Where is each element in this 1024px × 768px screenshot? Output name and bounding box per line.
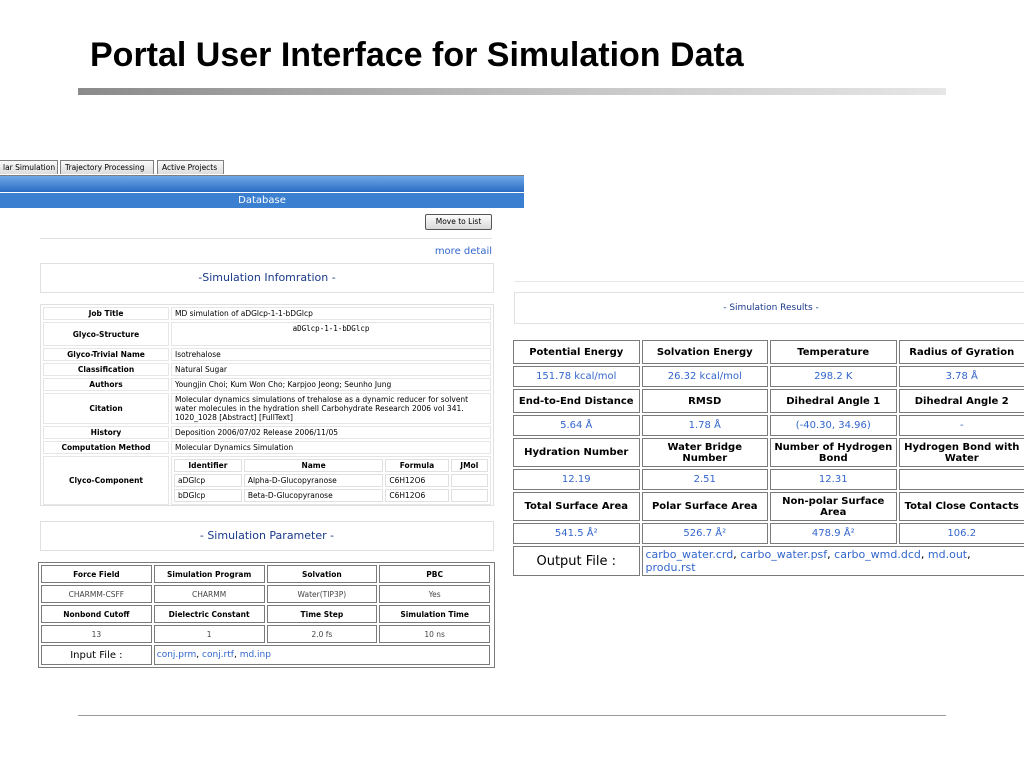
table-cell: 12.31 bbox=[770, 469, 897, 490]
results-table bbox=[511, 338, 1024, 578]
database-bar bbox=[0, 193, 524, 208]
parameter-table-box bbox=[38, 562, 495, 668]
column-header: Number of Hydrogen Bond bbox=[770, 438, 897, 467]
column-header: RMSD bbox=[642, 389, 769, 413]
column-header: Nonbond Cutoff bbox=[41, 605, 152, 623]
table-cell: 541.5 Å² bbox=[513, 523, 640, 544]
row-value: MD simulation of aDGlcp-1-1-bDGlcp bbox=[171, 307, 491, 320]
table-cell: Beta-D-Glucopyranose bbox=[244, 489, 384, 502]
table-cell: Yes bbox=[379, 585, 490, 603]
info-table bbox=[41, 305, 493, 507]
output-file-label: Output File : bbox=[513, 546, 640, 576]
column-header: Temperature bbox=[770, 340, 897, 364]
table-row bbox=[43, 393, 491, 424]
table-row bbox=[43, 307, 491, 320]
column-header: Identifier bbox=[174, 459, 242, 472]
input-file-link[interactable]: conj.prm bbox=[156, 650, 197, 660]
row-label: Classification bbox=[43, 363, 169, 376]
title-divider bbox=[78, 88, 946, 95]
row-value: aDGlcp-1-1-bDGlcp bbox=[171, 322, 491, 346]
column-header: PBC bbox=[379, 565, 490, 583]
column-header: End-to-End Distance bbox=[513, 389, 640, 413]
row-value: Deposition 2006/07/02 Release 2006/11/05 bbox=[171, 426, 491, 439]
table-cell: bDGlcp bbox=[174, 489, 242, 502]
table-cell: 1 bbox=[154, 625, 265, 643]
parameter-section-header bbox=[40, 521, 494, 551]
row-label: Job Title bbox=[43, 307, 169, 320]
table-cell: CHARMM bbox=[154, 585, 265, 603]
row-label: History bbox=[43, 426, 169, 439]
column-header: Solvation bbox=[267, 565, 378, 583]
input-file-label: Input File : bbox=[41, 645, 152, 665]
table-cell: 5.64 Å bbox=[513, 415, 640, 436]
output-file-link[interactable]: carbo_water.crd bbox=[645, 548, 734, 561]
table-cell: 13 bbox=[41, 625, 152, 643]
table-cell: C6H12O6 bbox=[385, 474, 448, 487]
table-cell: - bbox=[899, 415, 1024, 436]
table-row bbox=[43, 378, 491, 391]
table-cell bbox=[451, 474, 488, 487]
column-header: JMol bbox=[451, 459, 488, 472]
column-header: Simulation Time bbox=[379, 605, 490, 623]
parameter-table bbox=[39, 563, 492, 667]
parameter-section-title: - Simulation Parameter - bbox=[199, 529, 335, 542]
output-file-links: carbo_water.crd, carbo_water.psf, carbo_wmd.dcd, md.out, produ.rst bbox=[642, 546, 1024, 576]
table-cell: Alpha-D-Glucopyranose bbox=[244, 474, 384, 487]
table-cell: CHARMM-CSFF bbox=[41, 585, 152, 603]
table-row bbox=[43, 456, 491, 505]
output-file-link[interactable]: md.out bbox=[927, 548, 968, 561]
results-table-box bbox=[511, 338, 1024, 594]
column-header: Simulation Program bbox=[154, 565, 265, 583]
column-header: Potential Energy bbox=[513, 340, 640, 364]
output-file-link[interactable]: produ.rst bbox=[645, 561, 696, 574]
info-section-header bbox=[40, 263, 494, 293]
table-row bbox=[174, 474, 488, 487]
column-header: Name bbox=[244, 459, 384, 472]
row-label: Glyco-Structure bbox=[43, 322, 169, 346]
table-row bbox=[43, 426, 491, 439]
bottom-divider bbox=[78, 715, 946, 716]
column-header: Hydrogen Bond with Water bbox=[899, 438, 1024, 467]
table-row bbox=[43, 322, 491, 346]
table-cell: 526.7 Å² bbox=[642, 523, 769, 544]
tab-simulation[interactable]: lar Simulation bbox=[0, 160, 58, 174]
input-file-links: conj.prm, conj.rtf, md.inp bbox=[154, 645, 490, 665]
table-cell: 478.9 Å² bbox=[770, 523, 897, 544]
table-cell: 151.78 kcal/mol bbox=[513, 366, 640, 387]
component-table bbox=[172, 457, 490, 504]
column-header: Force Field bbox=[41, 565, 152, 583]
table-row bbox=[43, 363, 491, 376]
row-value: Youngjin Choi; Kum Won Cho; Karpjoo Jeong; Seunho Jung bbox=[171, 378, 491, 391]
header-band bbox=[0, 176, 524, 192]
results-section-header bbox=[514, 292, 1024, 324]
table-cell: 10 ns bbox=[379, 625, 490, 643]
row-value: Molecular Dynamics Simulation bbox=[171, 441, 491, 454]
table-cell: 2.51 bbox=[642, 469, 769, 490]
row-value: Isotrehalose bbox=[171, 348, 491, 361]
row-value: Natural Sugar bbox=[171, 363, 491, 376]
table-cell bbox=[899, 469, 1024, 490]
column-header: Polar Surface Area bbox=[642, 492, 769, 521]
table-cell: 26.32 kcal/mol bbox=[642, 366, 769, 387]
row-label: Authors bbox=[43, 378, 169, 391]
database-panel bbox=[0, 158, 524, 688]
column-header: Dihedral Angle 1 bbox=[770, 389, 897, 413]
tab-trajectory-processing[interactable]: Trajectory Processing bbox=[60, 160, 154, 174]
column-header: Hydration Number bbox=[513, 438, 640, 467]
table-cell: Water(TIP3P) bbox=[267, 585, 378, 603]
input-file-link[interactable]: conj.rtf bbox=[202, 650, 234, 660]
table-cell: aDGlcp bbox=[174, 474, 242, 487]
component-cell bbox=[171, 456, 491, 505]
info-table-box bbox=[40, 304, 494, 506]
column-header: Radius of Gyration bbox=[899, 340, 1024, 364]
table-cell: 298.2 K bbox=[770, 366, 897, 387]
output-file-link[interactable]: carbo_wmd.dcd bbox=[834, 548, 921, 561]
table-row bbox=[174, 489, 488, 502]
table-cell: 106.2 bbox=[899, 523, 1024, 544]
table-cell: 3.78 Å bbox=[899, 366, 1024, 387]
move-to-list-button[interactable]: Move to List bbox=[425, 214, 492, 230]
row-label: Clyco-Component bbox=[43, 456, 169, 505]
table-cell: C6H12O6 bbox=[385, 489, 448, 502]
table-cell: (-40.30, 34.96) bbox=[770, 415, 897, 436]
row-label: Glyco-Trivial Name bbox=[43, 348, 169, 361]
table-row bbox=[43, 348, 491, 361]
input-file-link[interactable]: md.inp bbox=[239, 650, 271, 660]
row-label: Computation Method bbox=[43, 441, 169, 454]
output-file-link[interactable]: carbo_water.psf bbox=[740, 548, 828, 561]
column-header: Solvation Energy bbox=[642, 340, 769, 364]
more-detail-link[interactable]: more detail bbox=[434, 246, 492, 257]
info-section-title: -Simulation Infomration - bbox=[198, 271, 336, 284]
database-title: Database bbox=[238, 195, 286, 206]
divider bbox=[40, 238, 492, 239]
results-section-title: - Simulation Results - bbox=[723, 303, 819, 313]
column-header: Time Step bbox=[267, 605, 378, 623]
table-cell bbox=[451, 489, 488, 502]
table-cell: 2.0 fs bbox=[267, 625, 378, 643]
column-header: Total Close Contacts bbox=[899, 492, 1024, 521]
slide-title: Portal User Interface for Simulation Data bbox=[90, 36, 744, 74]
column-header: Water Bridge Number bbox=[642, 438, 769, 467]
tab-active-projects[interactable]: Active Projects bbox=[157, 160, 224, 174]
column-header: Non-polar Surface Area bbox=[770, 492, 897, 521]
table-cell: 12.19 bbox=[513, 469, 640, 490]
column-header: Dihedral Angle 2 bbox=[899, 389, 1024, 413]
table-cell: 1.78 Å bbox=[642, 415, 769, 436]
table-row bbox=[43, 441, 491, 454]
column-header: Total Surface Area bbox=[513, 492, 640, 521]
column-header: Formula bbox=[385, 459, 448, 472]
divider bbox=[514, 281, 1024, 282]
column-header: Dielectric Constant bbox=[154, 605, 265, 623]
row-value: Molecular dynamics simulations of trehalose as a dynamic reducer for solvent water molecules in the hydration shell Carbohydrate Research 2006 vol 341. 1020_1028 [Abstract] [FullText] bbox=[171, 393, 491, 424]
row-label: Citation bbox=[43, 393, 169, 424]
